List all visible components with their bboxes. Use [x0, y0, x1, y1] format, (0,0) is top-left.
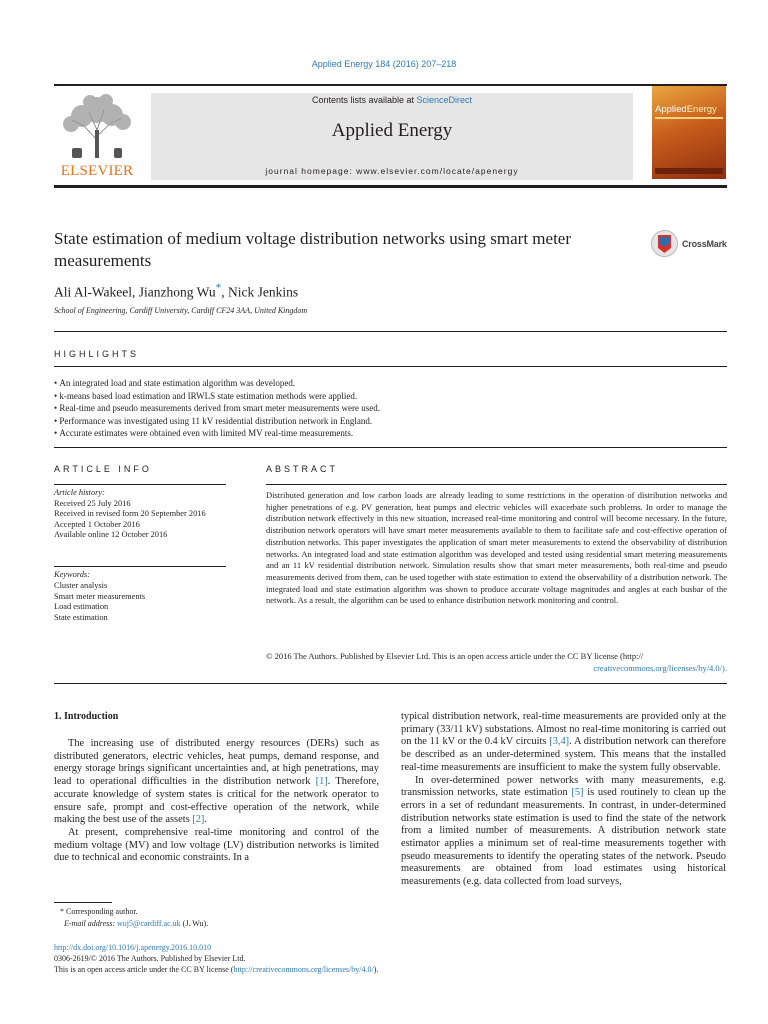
left-column-text	[54, 738, 379, 865]
abstract-rule	[266, 484, 727, 485]
issn-line: 0306-2619/© 2016 The Authors. Published by Elsevier Ltd.	[54, 954, 246, 963]
cover-bar	[655, 117, 723, 119]
text-run: is used routinely to clean up the errors in a set of redundant measurements. In contrast, in under-determined distribution networks state estimation is used to find the state of the network from a limited number of measurements. A distribution network state estimator applies a minimum set of real-time measurements together with pseudo measurements to identify the operating states of the network. Pseudo measurements are obtained from load estimates using historical measurements (e.g. data collected from load surveys,	[401, 787, 726, 888]
journal-homepage[interactable]: journal homepage: www.elsevier.com/locate/apenergy	[265, 166, 519, 176]
paragraph	[401, 711, 726, 775]
section-rule	[54, 447, 727, 448]
affiliation: School of Engineering, Cardiff University, Cardiff CF24 3AA, United Kingdom	[54, 306, 308, 315]
section-rule	[54, 683, 727, 684]
cover-title-part1: Applied	[655, 104, 687, 115]
highlight-item: • An integrated load and state estimation algorithm was developed.	[54, 377, 727, 390]
author-list	[54, 282, 298, 301]
journal-cover-image	[652, 86, 726, 179]
journal-title: Applied Energy	[331, 120, 453, 141]
paragraph: At present, comprehensive real-time monitoring and control of the medium voltage (MV) and low voltage (LV) distribution networks is limited due to technical and economic constraints. In a	[54, 826, 379, 864]
email-suffix: (J. Wu).	[180, 918, 209, 928]
keyword: State estimation	[54, 613, 108, 623]
journal-reference[interactable]: Applied Energy 184 (2016) 207–218	[311, 59, 457, 69]
highlights-list	[54, 377, 727, 440]
text-run: . A distribution network can therefore be described as an under-determined system. This means that the installed real-time measurements are insufficient to make the system fully observable.	[401, 736, 726, 773]
cover-stripe	[655, 168, 723, 174]
text-run: . Therefore, accurate knowledge of system states is critical for the network operator to ensure safe, prompt and cost-effective operation of the network, while making the best use of the assets	[54, 776, 379, 826]
contents-line	[151, 95, 633, 105]
keywords-label: Keywords:	[54, 570, 90, 579]
license-prefix: This is an open access article under the CC BY license (	[54, 965, 234, 974]
keyword: Cluster analysis	[54, 580, 108, 590]
footnote-mark: *	[60, 907, 64, 916]
email-label: E-mail address:	[64, 918, 118, 928]
citation-link[interactable]: [1]	[315, 776, 328, 788]
footnote-rule	[54, 902, 112, 903]
article-info-rule	[54, 484, 226, 485]
highlight-item: • Performance was investigated using 11 kV residential distribution network in England.	[54, 415, 727, 428]
contents-prefix: Contents lists available at	[311, 95, 417, 105]
article-title: State estimation of medium voltage distribution networks using smart meter measurements	[54, 229, 571, 270]
keywords-rule	[54, 566, 226, 567]
cc-license-link[interactable]: creativecommons.org/licenses/by/4.0/).	[593, 663, 727, 673]
sciencedirect-link[interactable]: ScienceDirect	[416, 95, 473, 105]
email-link[interactable]: wuj5@cardiff.ac.uk	[117, 918, 181, 928]
introduction-heading: 1. Introduction	[54, 711, 119, 722]
abstract-text: Distributed generation and low carbon loads are already leading to some restrictions in the operation of distribution networks and higher penetrations of e.g. PV generation, heat pumps and electric vehicles will exacerbate such problems. In order to manage the distribution network effectively in this new situation, increased real-time monitoring and control will become necessary. In the future, distribution network operators will have smart meter measurements available to them to facilitate safe and cost-effective operation of distribution networks. This paper investigates the application of smart meter measurements to extend the observability of distribution networks. An integrated load and state estimation algorithm was developed and tested using residential smart metering measurements and an 11 kV residential distribution network. Simulation results show that smart meter measurements, both real-time and pseudo measurements derived from them, can be used together with state estimation to extend the observability of a distribution network. The integrated load and state estimation algorithm was shown to produce accurate voltage magnitudes and angles at each busbar of the network. As a result, the algorithm can be used to enhance distribution network monitoring and control.	[266, 490, 727, 606]
highlights-heading: HIGHLIGHTS	[54, 349, 140, 359]
article-info-heading: ARTICLE INFO	[54, 464, 152, 474]
crossmark-icon[interactable]	[651, 229, 678, 258]
paragraph	[54, 738, 379, 827]
corresponding-author-mark[interactable]: *	[215, 282, 222, 294]
text-run: typical distribution network, real-time measurements are provided only at the primary (33/11 kV) substations. Almost no real-time monitoring is carried out on the 11 kV or the 0.4 kV circuits	[401, 711, 726, 748]
highlight-item: • k-means based load estimation and IRWLS state estimation methods were applied.	[54, 390, 727, 403]
citation-link[interactable]: [3,4]	[549, 736, 570, 748]
crossmark-label[interactable]: CrossMark	[682, 239, 727, 249]
email-note	[54, 918, 208, 930]
publisher-wordmark: ELSEVIER	[60, 163, 134, 179]
text-run: .	[204, 814, 207, 826]
header-thick-rule	[54, 185, 727, 188]
header-rule	[54, 84, 727, 86]
abstract-heading: ABSTRACT	[266, 464, 339, 474]
article-history	[54, 488, 226, 541]
author-name: Ali Al-Wakeel,	[54, 284, 139, 300]
history-entry: Accepted 1 October 2016	[54, 519, 140, 529]
abstract-copyright: © 2016 The Authors. Published by Elsevier Ltd. This is an open access article under the CC BY license (http://	[266, 651, 644, 661]
paragraph	[401, 775, 726, 889]
author-name: , Nick Jenkins	[221, 284, 299, 300]
highlight-item: • Accurate estimates were obtained even with limited MV real-time measurements.	[54, 427, 727, 440]
citation-link[interactable]: [5]	[571, 787, 584, 799]
footnote-text: Corresponding author.	[64, 907, 138, 916]
section-rule	[54, 331, 727, 332]
highlight-item: • Real-time and pseudo measurements derived from smart meter measurements were used.	[54, 402, 727, 415]
author-name: Jianzhong Wu	[138, 284, 216, 300]
footnote	[54, 906, 208, 929]
citation-link[interactable]: [2]	[192, 814, 205, 826]
keyword: Smart meter measurements	[54, 591, 146, 601]
history-entry: Received 25 July 2016	[54, 498, 131, 508]
license-link[interactable]: http://creativecommons.org/licenses/by/4.0/	[233, 965, 374, 974]
keyword: Load estimation	[54, 602, 109, 612]
license-suffix: ).	[373, 965, 379, 974]
cover-title-part2: Energy	[686, 104, 717, 115]
publication-info	[54, 942, 378, 975]
history-entry: Received in revised form 20 September 2016	[54, 509, 206, 518]
corresponding-author-note	[54, 906, 208, 918]
keywords	[54, 570, 226, 624]
highlights-rule	[54, 366, 727, 367]
abstract-license-link	[266, 663, 727, 673]
cover-title	[655, 104, 717, 115]
license-line	[54, 964, 378, 975]
text-run: The increasing use of distributed energy resources (DERs) such as distributed generators, electric vehicles, heat pumps, demand response, and energy storage brings significant uncertainties and, at high penetrations, may lead to operational difficulties in the distribution network	[54, 738, 379, 788]
right-column-text	[401, 711, 726, 889]
history-entry: Available online 12 October 2016	[54, 530, 168, 539]
history-label: Article history:	[54, 488, 105, 497]
doi-link[interactable]: http://dx.doi.org/10.1016/j.apenergy.2016.10.010	[54, 943, 212, 952]
text-run: In over-determined power networks with many measurements, e.g. transmission networks, state estimation	[401, 774, 726, 799]
